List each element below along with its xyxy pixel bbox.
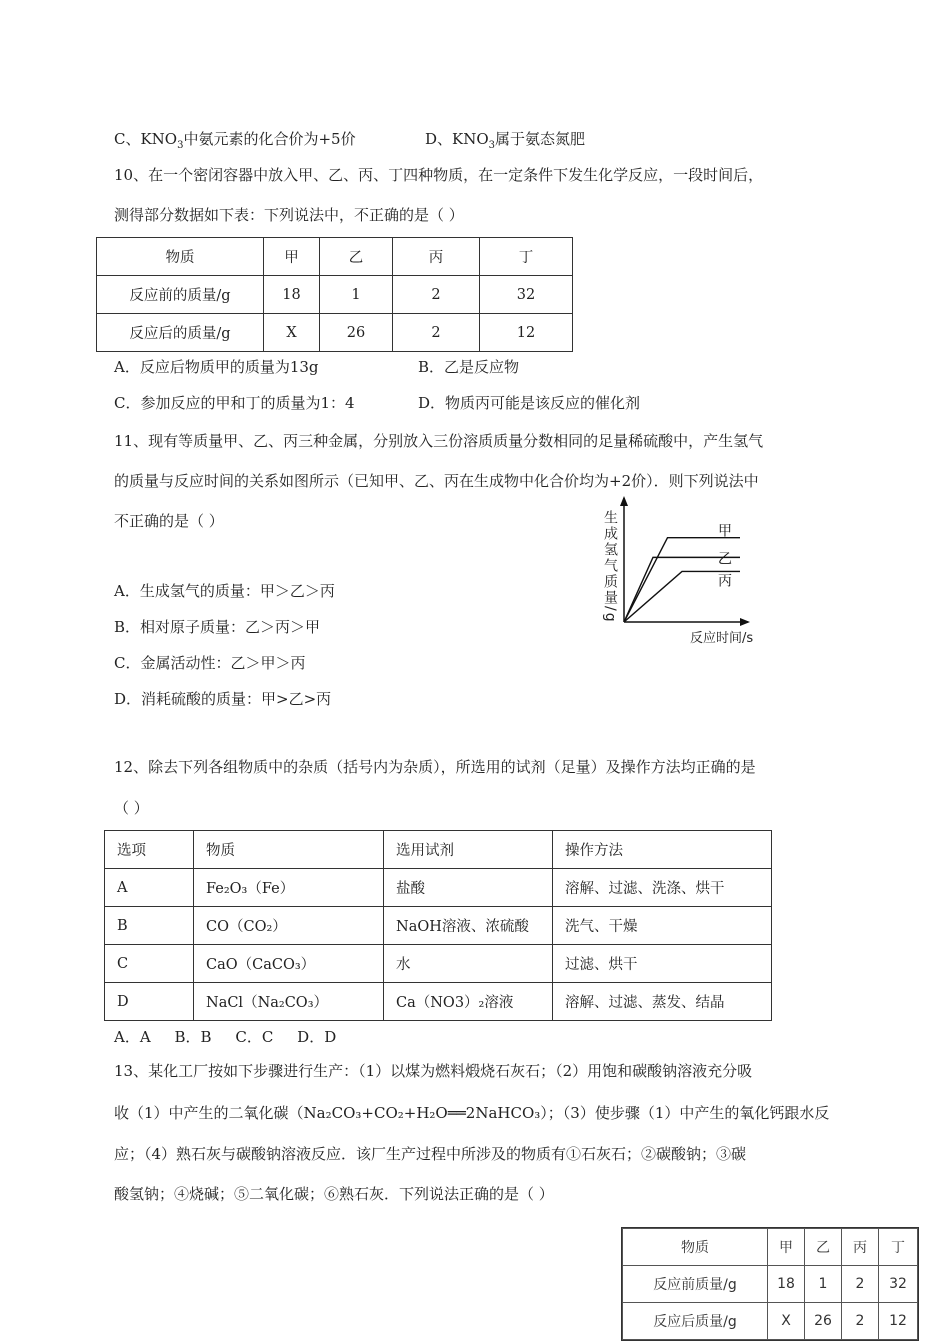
q10-cell: 2: [393, 314, 480, 352]
q13-line-4: 酸氢钠；④烧碱；⑤二氧化碳；⑥熟石灰．下列说法正确的是（ ）: [114, 1185, 554, 1203]
q12-cell: 水: [384, 945, 553, 983]
q10-cell: 18: [264, 276, 320, 314]
q11-line-3: 不正确的是（ ）: [114, 512, 224, 530]
image-table-cell: 18: [768, 1266, 805, 1303]
series-label-3: 丙: [718, 573, 732, 590]
q12-cell: B: [105, 907, 194, 945]
q12-cell: 溶解、过滤、洗涤、烘干: [553, 869, 772, 907]
q12-cell: C: [105, 945, 194, 983]
q10-cell: 12: [480, 314, 573, 352]
image-table-cell: 1: [805, 1266, 842, 1303]
q11-option-d: D．消耗硫酸的质量：甲>乙>丙: [114, 690, 332, 708]
image-table-cell: 反应后质量/g: [623, 1303, 768, 1340]
q12-header-cell: 选项: [105, 831, 194, 869]
q9-option-d: D、$KNO_3$属于氨态氮肥: [425, 130, 586, 151]
hydrogen-chart: [598, 494, 762, 646]
q10-cell: 26: [320, 314, 393, 352]
y-axis-arrow: [620, 496, 628, 506]
q12-answers: A．A B．B C．C D．D: [114, 1028, 337, 1046]
q12-cell: 盐酸: [384, 869, 553, 907]
q10-option-d: D．物质丙可能是该反应的催化剂: [418, 394, 641, 412]
q10-line-2: 测得部分数据如下表：下列说法中，不正确的是（ ）: [114, 206, 464, 224]
q12-cell: 过滤、烘干: [553, 945, 772, 983]
q10-option-c: C．参加反应的甲和丁的质量为1：4: [114, 394, 355, 412]
q12-table: [104, 830, 772, 1021]
q11-option-c: C．金属活动性：乙＞甲＞丙: [114, 654, 306, 672]
q12-header-cell: 物质: [194, 831, 384, 869]
image-table-cell: 2: [842, 1266, 879, 1303]
image-table-cell: 32: [879, 1266, 918, 1303]
q12-cell: CO（CO₂）: [194, 907, 384, 945]
q9-option-c: C、$KNO_3$中氨元素的化合价为+5价: [114, 130, 356, 151]
series-label-2: 乙: [718, 551, 732, 568]
q12-line-1: 12、除去下列各组物质中的杂质（括号内为杂质），所选用的试剂（足量）及操作方法均正确的是: [114, 758, 756, 776]
q10-header-cell: 物质: [97, 238, 264, 276]
q12-cell: Fe₂O₃（Fe）: [194, 869, 384, 907]
q12-cell: 溶解、过滤、蒸发、结晶: [553, 983, 772, 1021]
image-table-header-cell: 丙: [842, 1229, 879, 1266]
q12-cell: NaCl（Na₂CO₃）: [194, 983, 384, 1021]
chart-x-label: 反应时间/s: [690, 631, 754, 646]
image-table-header-cell: 丁: [879, 1229, 918, 1266]
q13-line-3: 应；（4）熟石灰与碳酸钠溶液反应．该厂生产过程中所涉及的物质有①石灰石；②碳酸钠；③碳: [114, 1145, 747, 1163]
q12-cell: D: [105, 983, 194, 1021]
q11-option-b: B．相对原子质量：乙＞丙＞甲: [114, 618, 321, 636]
q13-line-1: 13、某化工厂按如下步骤进行生产：（1）以煤为燃料煅烧石灰石；（2）用饱和碳酸钠溶液充分吸: [114, 1062, 753, 1080]
q12-header-cell: 选用试剂: [384, 831, 553, 869]
q13-line-2: 收（1）中产生的二氧化碳（Na₂CO₃+CO₂+H₂O══2NaHCO₃）；（3）使步骤（1）中产生的氧化钙跟水反: [114, 1104, 830, 1122]
chart-y-label: 生成氢气质量/g: [602, 510, 618, 624]
image-table-cell: 2: [842, 1303, 879, 1340]
q10-cell: 反应前的质量/g: [97, 276, 264, 314]
series-label-1: 甲: [718, 523, 732, 540]
q10-header-cell: 乙: [320, 238, 393, 276]
q12-header-cell: 操作方法: [553, 831, 772, 869]
q10-cell: 2: [393, 276, 480, 314]
q11-line-2: 的质量与反应时间的关系如图所示（已知甲、乙、丙在生成物中化合价均为+2价）．则下列说法中: [114, 472, 759, 490]
q10-header-cell: 甲: [264, 238, 320, 276]
image-table-cell: 反应前质量/g: [623, 1266, 768, 1303]
q10-option-b: B．乙是反应物: [418, 358, 520, 376]
q10-cell: 1: [320, 276, 393, 314]
q12-line-2: （ ）: [114, 799, 149, 817]
image-table-header-cell: 甲: [768, 1229, 805, 1266]
q10-cell: 32: [480, 276, 573, 314]
image-table: [621, 1227, 919, 1341]
image-table-cell: 12: [879, 1303, 918, 1340]
q12-cell: NaOH溶液、浓硫酸: [384, 907, 553, 945]
image-table-header-cell: 物质: [623, 1229, 768, 1266]
q12-cell: CaO（CaCO₃）: [194, 945, 384, 983]
q10-header-cell: 丙: [393, 238, 480, 276]
q11-line-1: 11、现有等质量甲、乙、丙三种金属，分别放入三份溶质质量分数相同的足量稀硫酸中，产生氢气: [114, 432, 764, 450]
q12-cell: 洗气、干燥: [553, 907, 772, 945]
image-table-cell: 26: [805, 1303, 842, 1340]
x-axis-arrow: [740, 618, 750, 626]
q10-cell: 反应后的质量/g: [97, 314, 264, 352]
image-table-header-cell: 乙: [805, 1229, 842, 1266]
image-table-cell: X: [768, 1303, 805, 1340]
q12-cell: A: [105, 869, 194, 907]
q11-option-a: A．生成氢气的质量：甲＞乙＞丙: [114, 582, 335, 600]
q10-table: [96, 237, 573, 352]
q12-cell: Ca（NO3）₂溶液: [384, 983, 553, 1021]
q10-line-1: 10、在一个密闭容器中放入甲、乙、丙、丁四种物质，在一定条件下发生化学反应，一段时间后，: [114, 166, 764, 184]
q10-header-cell: 丁: [480, 238, 573, 276]
q10-cell: X: [264, 314, 320, 352]
q10-option-a: A．反应后物质甲的质量为13g: [114, 358, 319, 376]
